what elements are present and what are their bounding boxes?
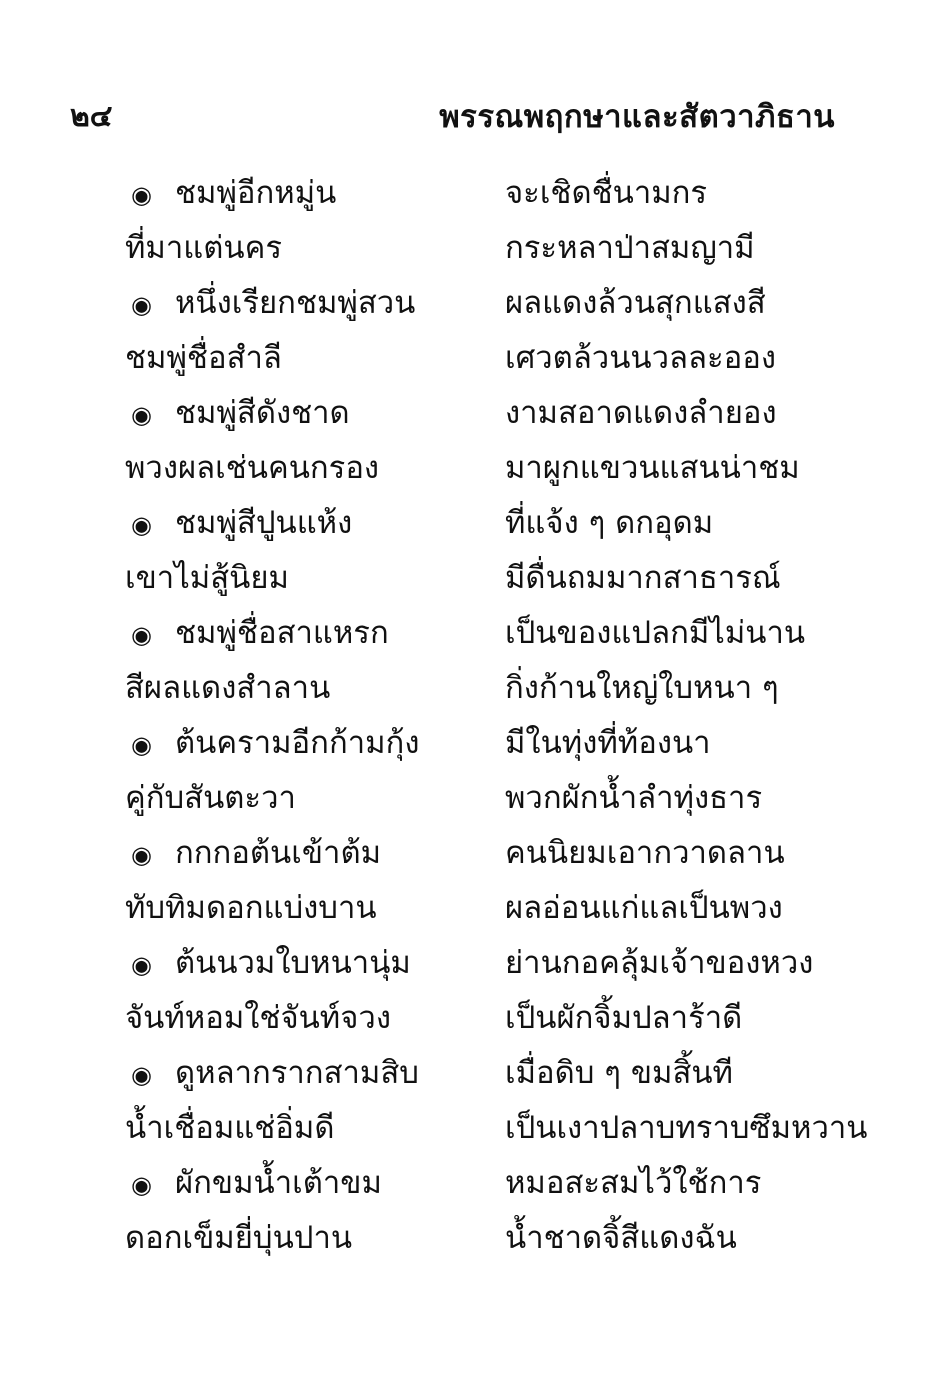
verse-left <box>125 716 419 773</box>
verse-left <box>125 1211 352 1266</box>
verse-left <box>125 881 377 936</box>
verse-couplet <box>125 166 845 221</box>
verse-couplet <box>125 551 845 606</box>
stanza-bullet-icon: ◉ <box>131 181 152 209</box>
verse-right-text: กิ่งก้านใหญ่ใบหนา ๆ <box>505 670 779 706</box>
verse-left-text: ดอกเข็มยี่บุ่นปาน <box>125 1220 353 1256</box>
verse-couplet <box>125 716 845 771</box>
verse-left <box>125 221 282 276</box>
page-header <box>70 92 835 142</box>
verse-left <box>125 331 282 386</box>
verse-right-text: ที่แจ้ง ๆ ดกอุดม <box>505 505 714 541</box>
verse-couplet <box>125 276 845 331</box>
verse-left-text: ดูหลากรากสามสิบ <box>175 1055 419 1091</box>
verse-left-text: สีผลแดงสำลาน <box>125 670 331 706</box>
verse-left-text: น้ำเชื่อมแช่อิ่มดี <box>125 1110 335 1146</box>
verse-left <box>125 1046 419 1103</box>
verse-left <box>125 166 336 223</box>
verse-left <box>125 1101 335 1156</box>
verse-left-text: ผักขมน้ำเต้าขม <box>175 1165 382 1201</box>
verse-right-text: มาผูกแขวนแสนน่าชม <box>505 450 800 486</box>
verse-right-text: น้ำชาดจิ้สีแดงฉัน <box>505 1220 737 1256</box>
running-title: พรรณพฤกษาและสัตวาภิธาน <box>439 99 835 135</box>
verse-right-text: ผลอ่อนแก่แลเป็นพวง <box>505 890 783 926</box>
verse-right-text: หมอสะสมไว้ใช้การ <box>505 1165 762 1201</box>
verse-left-text: ที่มาแต่นคร <box>125 230 282 266</box>
verse-right-text: กระหลาป่าสมญามี <box>505 230 755 266</box>
page-number: ๒๔ <box>70 99 113 134</box>
verse-couplet <box>125 606 845 661</box>
verse-right-text: ย่านกอคลุ้มเจ้าของหวง <box>505 945 814 981</box>
stanza-bullet-icon: ◉ <box>131 731 152 759</box>
verse-right-text: เป็นผักจิ้มปลาร้าดี <box>505 1000 743 1036</box>
verse-right-text: ผลแดงล้วนสุกแสงสี <box>505 285 766 321</box>
verse-couplet <box>125 496 845 551</box>
verse-left-text: ชมพู่ชื่อสำลี <box>125 340 282 376</box>
stanza-bullet-icon: ◉ <box>131 401 152 429</box>
verse-couplet <box>125 441 845 496</box>
verse-left <box>125 771 296 826</box>
verse-couplet <box>125 1046 845 1101</box>
verse-left-text: กกกอต้นเข้าต้ม <box>175 835 382 871</box>
verse-left-text: ชมพู่สีปูนแห้ง <box>175 505 353 541</box>
verse-left <box>125 1156 382 1213</box>
stanza-bullet-icon: ◉ <box>131 841 152 869</box>
verse-couplet <box>125 1101 868 1156</box>
stanza-bullet-icon: ◉ <box>131 291 152 319</box>
verse-list <box>125 166 868 1266</box>
verse-left <box>125 276 415 333</box>
verse-couplet <box>125 221 845 276</box>
stanza-bullet-icon: ◉ <box>131 1171 152 1199</box>
verse-right-text: เศวตล้วนนวลละออง <box>505 340 777 376</box>
verse-left-text: ต้นนวมใบหนานุ่ม <box>175 945 411 981</box>
verse-left <box>125 936 411 993</box>
verse-couplet <box>125 331 845 386</box>
verse-left-text: ชมพู่อีกหมู่น <box>175 175 337 211</box>
verse-left-text: ชมพู่สีดังชาด <box>175 395 350 431</box>
verse-left <box>125 661 330 716</box>
verse-left <box>125 441 379 496</box>
verse-right-text: พวกผักน้ำลำทุ่งธาร <box>505 780 763 816</box>
verse-right-text: เป็นเงาปลาบทราบซึมหวาน <box>505 1110 868 1146</box>
verse-left <box>125 386 350 443</box>
verse-left <box>125 496 352 553</box>
verse-left-text: ทับทิมดอกแบ่งบาน <box>125 890 377 926</box>
verse-right-text: มีดื่นถมมากสาธารณ์ <box>505 560 781 596</box>
verse-left-text: คู่กับสันตะวา <box>125 780 296 816</box>
verse-right-text: เป็นของแปลกมีไม่นาน <box>505 615 806 651</box>
verse-left <box>125 826 381 883</box>
stanza-bullet-icon: ◉ <box>131 951 152 979</box>
verse-left <box>125 606 389 663</box>
verse-left-text: หนึ่งเรียกชมพู่สวน <box>175 285 416 321</box>
verse-left <box>125 551 289 606</box>
verse-couplet <box>125 991 845 1046</box>
verse-couplet <box>125 881 845 936</box>
verse-couplet <box>125 386 845 441</box>
verse-left-text: ต้นครามอีกก้ามกุ้ง <box>175 725 420 761</box>
verse-couplet <box>125 936 845 991</box>
verse-couplet <box>125 826 845 881</box>
verse-left <box>125 991 391 1046</box>
stanza-bullet-icon: ◉ <box>131 511 152 539</box>
verse-couplet <box>125 1211 845 1266</box>
verse-right-text: เมื่อดิบ ๆ ขมสิ้นที <box>505 1055 733 1091</box>
verse-right-text: งามสอาดแดงลำยอง <box>505 395 777 431</box>
stanza-bullet-icon: ◉ <box>131 621 152 649</box>
verse-left-text: พวงผลเช่นคนกรอง <box>125 450 380 486</box>
verse-couplet <box>125 661 845 716</box>
verse-left-text: เขาไม่สู้นิยม <box>125 560 289 596</box>
verse-left-text: ชมพู่ชื่อสาแหรก <box>175 615 389 651</box>
verse-couplet <box>125 1156 845 1211</box>
verse-couplet <box>125 771 845 826</box>
verse-right-text: จะเชิดชื่นามกร <box>505 175 708 211</box>
stanza-bullet-icon: ◉ <box>131 1061 152 1089</box>
verse-left-text: จันท์หอมใช่จันท์จวง <box>125 1000 391 1036</box>
verse-right-text: คนนิยมเอากวาดลาน <box>505 835 785 871</box>
verse-right-text: มีในทุ่งที่ท้องนา <box>505 725 711 761</box>
